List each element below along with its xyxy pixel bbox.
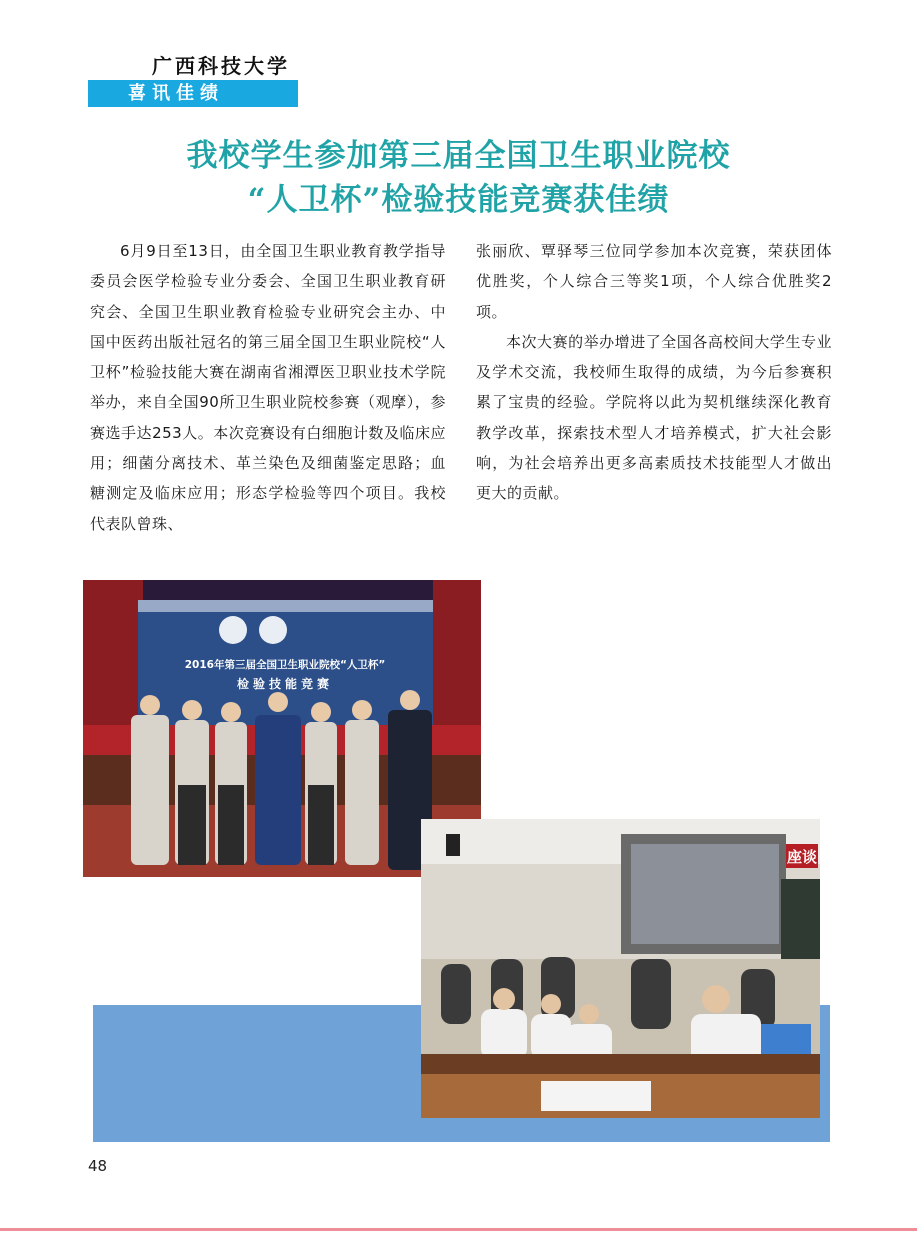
article-title-line1: 我校学生参加第三届全国卫生职业院校 xyxy=(186,138,731,174)
paragraph-2: 本次大赛的举办增进了全国各高校间大学生专业及学术交流，我校师生取得的成绩，为今后参赛积累了宝贵的经验。学院将以此为契机继续深化教育教学改革，探索技术型人才培养模式，扩大社会影响，为社会培养出更多高素质技术技能型人才做出更大的贡献。 xyxy=(476,332,832,503)
wall-sign-text: 座谈 xyxy=(786,848,818,866)
article-column-left xyxy=(90,236,446,539)
university-name: 广西科技大学 xyxy=(152,54,290,78)
section-tag: 喜讯佳绩 xyxy=(88,80,298,107)
article-column-right xyxy=(476,236,832,509)
paragraph-1: 6月9日至13日，由全国卫生职业教育教学指导委员会医学检验专业分委会、全国卫生职业教育研究会、全国卫生职业教育检验专业研究会主办、中国中医药出版社冠名的第三届全国卫生职业院校“人卫杯”检验技能大赛在湖南省湘潭医卫职业技术学院举办，来自全国90所卫生职业院校参赛（观摩），参赛选手达253人。本次竞赛设有白细胞计数及临床应用；细菌分离技术、革兰染色及细菌鉴定思路；血糖测定及临床应用；形态学检验等四个项目。我校代表队曾珠、 xyxy=(90,242,446,533)
article-title-line2: “人卫杯”检验技能竞赛获佳绩 xyxy=(247,182,670,218)
bottom-border-line xyxy=(0,1228,917,1231)
banner-text-line2: 检验技能竞赛 xyxy=(236,677,334,691)
page-number: 48 xyxy=(88,1157,108,1175)
paragraph-1-continued: 张丽欣、覃驿琴三位同学参加本次竞赛，荣获团体优胜奖，个人综合三等奖1项，个人综合优胜奖2项。 xyxy=(476,242,832,321)
seminar-photo xyxy=(421,819,820,1118)
banner-text-line1: 2016年第三届全国卫生职业院校“人卫杯” xyxy=(184,659,386,671)
